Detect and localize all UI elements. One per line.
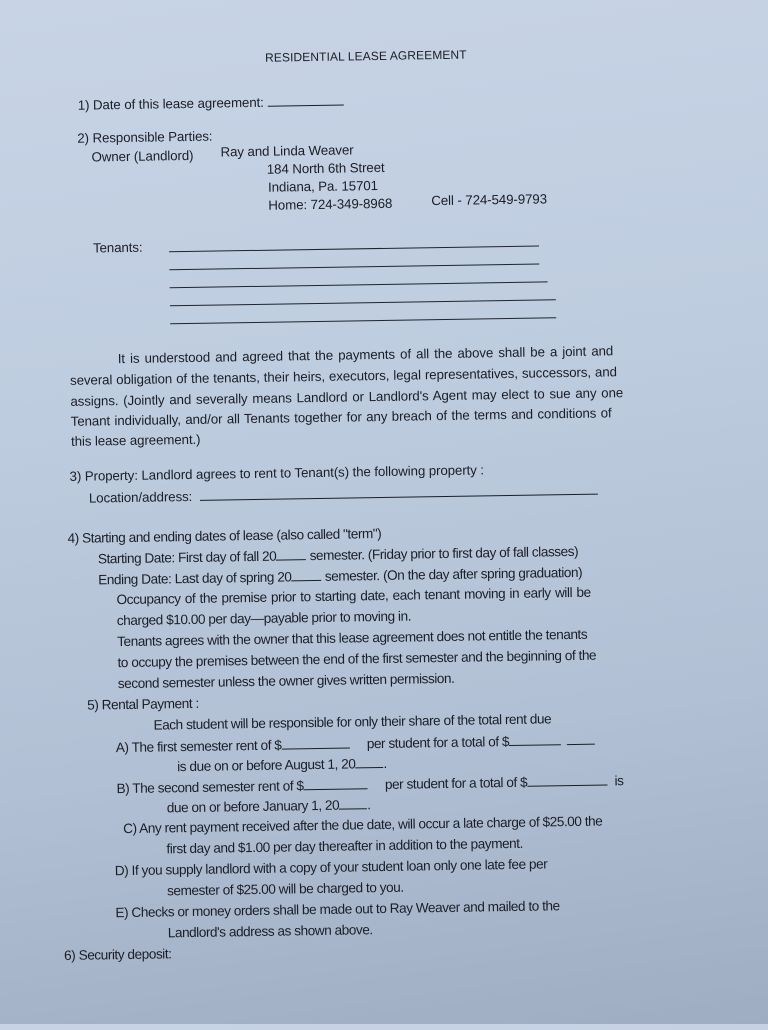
- tenant-line-3[interactable]: [170, 281, 548, 288]
- starting-year-field[interactable]: [276, 547, 306, 560]
- entitlement-line-2: to occupy the premises between the end of the first semester and the beginning of the: [117, 647, 597, 671]
- tenant-line-4[interactable]: [170, 299, 556, 306]
- ending-date-row: [98, 564, 582, 589]
- starting-date-row: [98, 543, 578, 568]
- rent-b-period: .: [367, 797, 371, 813]
- student-loan-line-1: D) If you supply landlord with a copy of your student loan only one late fee per: [114, 856, 548, 879]
- owner-address-line2: Indiana, Pa. 15701: [267, 177, 379, 195]
- owner-address-line1: 184 North 6th Street: [266, 159, 385, 177]
- location-field[interactable]: [200, 482, 598, 501]
- location-label: Location/address:: [88, 488, 193, 506]
- starting-date-prefix: Starting Date: First day of fall 20: [97, 548, 277, 567]
- liability-line-4: Tenant individually, and/or all Tenants together for any breach of the terms and conditions of: [70, 405, 612, 429]
- tenant-line-2[interactable]: [169, 263, 539, 270]
- section-3-property-heading: 3) Property: Landlord agrees to rent to Tenant(s) the following property :: [69, 462, 485, 484]
- rent-b-due-row: [167, 796, 371, 816]
- occupancy-line-2: charged $10.00 per day—payable prior to moving in.: [116, 608, 412, 629]
- rent-a-due-prefix: is due on or before August 1, 20: [177, 756, 356, 775]
- rent-b-due-year-field[interactable]: [339, 796, 367, 809]
- ending-date-suffix: semester. (On the day after spring graduation): [321, 564, 583, 584]
- section-1-date-label: [78, 93, 344, 114]
- ending-year-field[interactable]: [291, 568, 321, 581]
- rent-a-period: .: [383, 755, 387, 771]
- liability-line-1: It is understood and agreed that the payments of all the above shall be a joint and: [117, 343, 614, 367]
- date-label: 1) Date of this lease agreement:: [77, 94, 264, 113]
- tenant-line-5[interactable]: [170, 317, 556, 324]
- rent-a-row: [116, 732, 595, 757]
- section-2-heading: 2) Responsible Parties:: [77, 128, 213, 146]
- liability-line-5: this lease agreement.): [70, 431, 201, 449]
- liability-line-3: assigns. (Jointly and severally means Landlord or Landlord's Agent may elect to sue any one: [70, 385, 624, 409]
- starting-date-suffix: semester. (Friday prior to first day of fall classes): [306, 543, 579, 564]
- tenants-label: Tenants:: [92, 239, 143, 256]
- student-loan-line-2: semester of $25.00 will be charged to you.: [166, 879, 404, 899]
- entitlement-line-1: Tenants agrees with the owner that this lease agreement does not entitle the tenants: [117, 626, 588, 650]
- entitlement-line-3: second semester unless the owner gives written permission.: [117, 670, 455, 692]
- owner-name: Ray and Linda Weaver: [220, 142, 354, 160]
- tenant-line-1[interactable]: [169, 245, 539, 252]
- rent-b-per-student-field[interactable]: [303, 776, 367, 790]
- rent-a-due-year-field[interactable]: [355, 755, 383, 768]
- owner-home-phone: Home: 724-349-8968: [268, 195, 393, 213]
- rent-b-total-field[interactable]: [527, 772, 607, 786]
- rent-b-row: [116, 772, 623, 797]
- late-charge-line-1: C) Any rent payment received after the due date, will occur a late charge of $25.00 the: [123, 813, 603, 837]
- owner-cell-phone: Cell - 724-549-9793: [431, 191, 548, 209]
- rent-b-prefix: B) The second semester rent of $: [116, 778, 304, 797]
- payment-method-line-2: Landlord's address as shown above.: [167, 922, 373, 941]
- rent-b-end: is: [614, 773, 624, 789]
- liability-line-2: several obligation of the tenants, their heirs, executors, legal representatives, successors, and: [69, 364, 617, 388]
- location-row: [89, 482, 598, 507]
- rental-intro: Each student will be responsible for only their share of the total rent due: [153, 711, 552, 733]
- rent-b-mid: per student for a total of $: [384, 774, 528, 792]
- rent-a-total-field[interactable]: [509, 732, 561, 746]
- ending-date-prefix: Ending Date: Last day of spring 20: [98, 569, 292, 588]
- rent-a-due-row: [177, 755, 387, 775]
- rent-a-total-field-extra[interactable]: [566, 732, 594, 745]
- rent-a-mid: per student for a total of $: [366, 734, 510, 752]
- section-4-term-heading: 4) Starting and ending dates of lease (also called "term"): [67, 525, 382, 546]
- rent-a-per-student-field[interactable]: [281, 736, 349, 750]
- section-6-security-deposit-heading: 6) Security deposit:: [63, 946, 172, 964]
- document-title: RESIDENTIAL LEASE AGREEMENT: [264, 47, 467, 65]
- owner-label: Owner (Landlord): [91, 147, 194, 165]
- rent-b-due-prefix: due on or before January 1, 20: [166, 797, 340, 816]
- date-field[interactable]: [267, 93, 343, 107]
- late-charge-line-2: first day and $1.00 per day thereafter in addition to the payment.: [166, 835, 523, 857]
- rent-a-prefix: A) The first semester rent of $: [115, 737, 282, 756]
- payment-method-line-1: E) Checks or money orders shall be made out to Ray Weaver and mailed to the: [115, 898, 560, 921]
- section-5-rental-heading: 5) Rental Payment :: [87, 695, 199, 713]
- occupancy-line-1: Occupancy of the premise prior to starting date, each tenant moving in early will be: [116, 584, 591, 608]
